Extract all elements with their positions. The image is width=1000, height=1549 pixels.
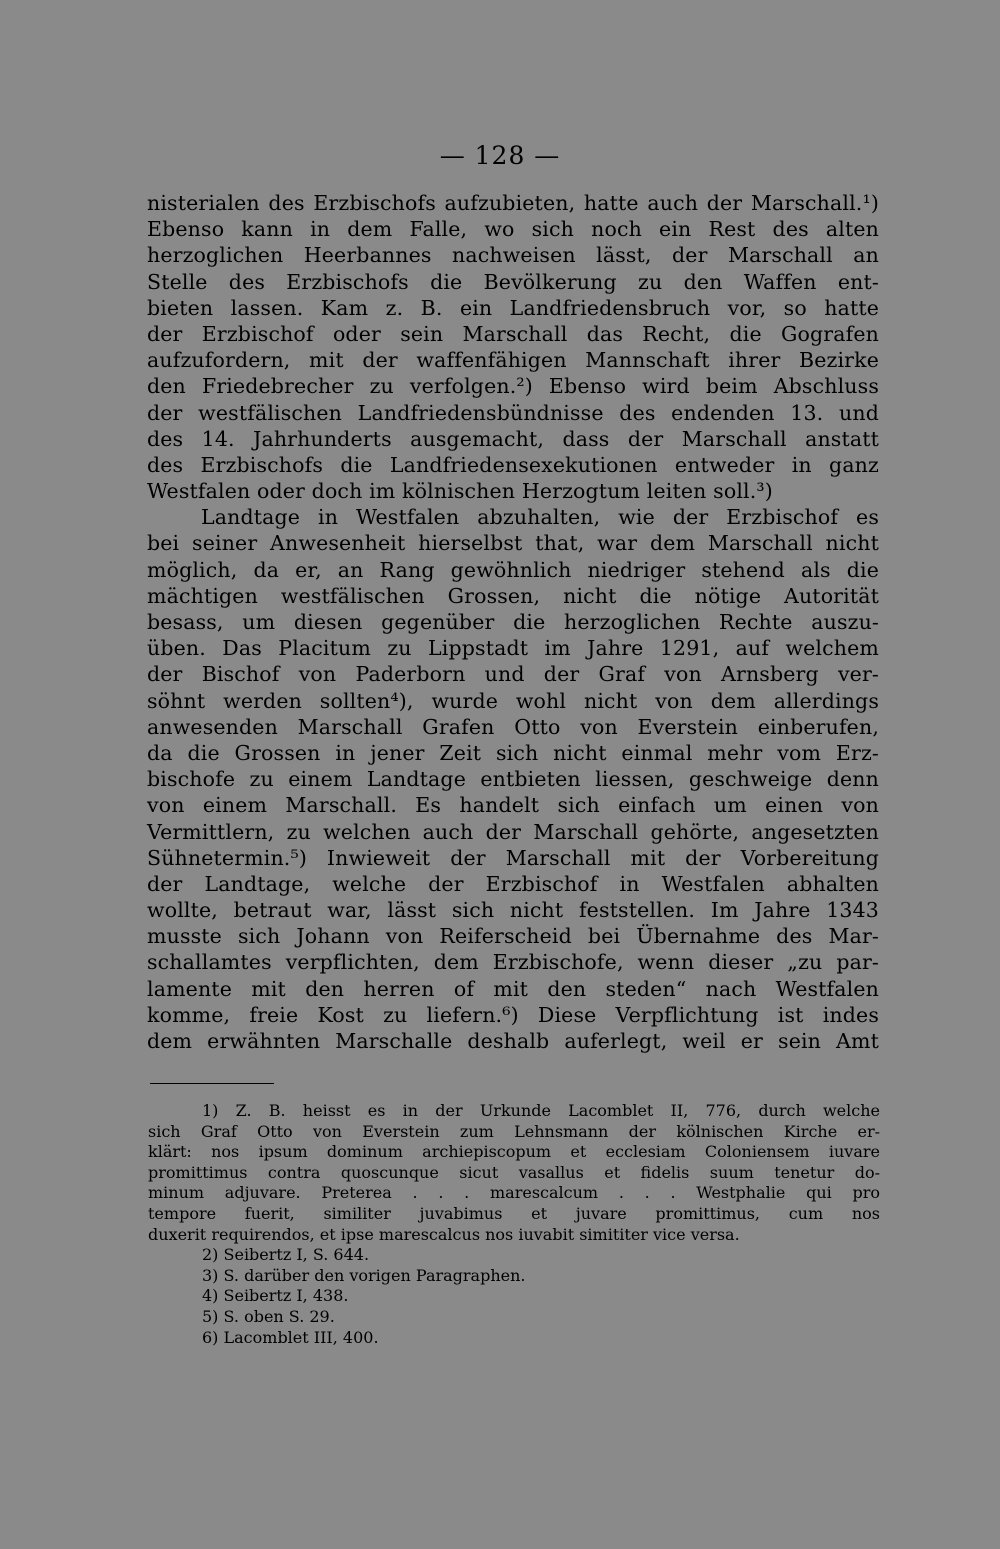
text-line: wollte, betraut war, lässt sich nicht feststellen. Im Jahre 1343 [147,898,879,923]
text-line: komme, freie Kost zu liefern.⁶) Diese Verpflichtung ist indes [147,1002,879,1027]
text-line: des Erzbischofs die Landfriedensexekutionen entweder in ganz [147,452,879,477]
text-line: der westfälischen Landfriedensbündnisse des endenden 13. und [147,400,879,425]
text-line: Stelle des Erzbischofs die Bevölkerung zu den Waffen ent- [147,269,879,294]
footnote-line: minum adjuvare. Preterea . . . marescalcum . . . Westphalie qui pro [148,1183,880,1203]
text-line: der Bischof von Paderborn und der Graf von Arnsberg ver- [147,662,879,687]
text-line: dem erwähnten Marschalle deshalb auferlegt, weil er sein Amt [147,1029,879,1053]
text-line: herzoglichen Heerbannes nachweisen lässt, der Marschall an [147,243,879,268]
footnote-line: tempore fuerit, similiter juvabimus et juvare promittimus, cum nos [148,1203,880,1223]
text-line: schallamtes verpflichten, dem Erzbischofe, wenn dieser „zu par- [147,950,879,975]
text-line: anwesenden Marschall Grafen Otto von Everstein einberufen, [147,714,879,739]
text-line: besass, um diesen gegenüber die herzoglichen Rechte auszu- [147,610,879,634]
text-line: mächtigen westfälischen Grossen, nicht die nötige Autorität [147,583,879,608]
footnote-line: 4) Seibertz I, 438. [202,1286,349,1306]
footnote-line: 1) Z. B. heisst es in der Urkunde Lacomblet II, 776, durch welche [202,1101,880,1120]
footnote-line: promittimus contra quoscunque sicut vasallus et fidelis suum tenetur do- [148,1162,880,1182]
footnote-line: sich Graf Otto von Everstein zum Lehnsmann der kölnischen Kirche er- [148,1121,880,1141]
text-line: möglich, da er, an Rang gewöhnlich niedriger stehend als die [147,557,879,582]
paragraph-start-line: Landtage in Westfalen abzuhalten, wie der Erzbischof es [201,505,879,530]
page-number: — 128 — [439,141,561,170]
text-line: üben. Das Placitum zu Lippstadt im Jahre 1291, auf welchem [147,636,879,661]
footnote-line: 6) Lacomblet III, 400. [202,1327,379,1347]
text-line: Ebenso kann in dem Falle, wo sich noch ein Rest des alten [147,217,879,242]
text-line: söhnt werden sollten⁴), wurde wohl nicht von dem allerdings [147,688,879,713]
text-line: bischofe zu einem Landtage entbieten liessen, geschweige denn [147,767,879,792]
footnote-line: duxerit requirendos, et ipse marescalcus nos iuvabit simititer vice versa. [148,1224,740,1244]
text-line: musste sich Johann von Reiferscheid bei Übernahme des Mar- [147,924,879,949]
text-line: der Landtage, welche der Erzbischof in Westfalen abhalten [147,871,879,896]
footnote-separator [150,1083,274,1084]
text-line: Westfalen oder doch im kölnischen Herzogtum leiten soll.³) [147,479,773,504]
text-line: nisterialen des Erzbischofs aufzubieten, hatte auch der Marschall.¹) [147,191,879,215]
text-line: lamente mit den herren of mit den steden“ nach Westfalen [147,976,879,1001]
body-text [147,190,879,1054]
text-line: bieten lassen. Kam z. B. ein Landfriedensbruch vor, so hatte [147,295,879,320]
text-line: von einem Marschall. Es handelt sich einfach um einen von [147,793,879,818]
text-line: da die Grossen in jener Zeit sich nicht einmal mehr vom Erz- [147,740,879,765]
text-line: den Friedebrecher zu verfolgen.²) Ebenso wird beim Abschluss [147,374,879,399]
footnote-line: 2) Seibertz I, S. 644. [202,1245,370,1265]
text-line: der Erzbischof oder sein Marschall das Recht, die Gografen [147,321,879,346]
text-line: des 14. Jahrhunderts ausgemacht, dass der Marschall anstatt [147,426,879,451]
text-line: aufzufordern, mit der waffenfähigen Mannschaft ihrer Bezirke [147,348,879,373]
footnotes [148,1101,880,1348]
footnote-line: 3) S. darüber den vorigen Paragraphen. [202,1265,526,1285]
footnote-line: 5) S. oben S. 29. [202,1306,335,1326]
text-line: bei seiner Anwesenheit hierselbst that, war dem Marschall nicht [147,531,879,556]
text-line: Vermittlern, zu welchen auch der Marschall gehörte, angesetzten [147,819,879,844]
text-line: Sühnetermin.⁵) Inwieweit der Marschall mit der Vorbereitung [147,845,879,870]
footnote-line: klärt: nos ipsum dominum archiepiscopum et ecclesiam Coloniensem iuvare [148,1142,880,1162]
